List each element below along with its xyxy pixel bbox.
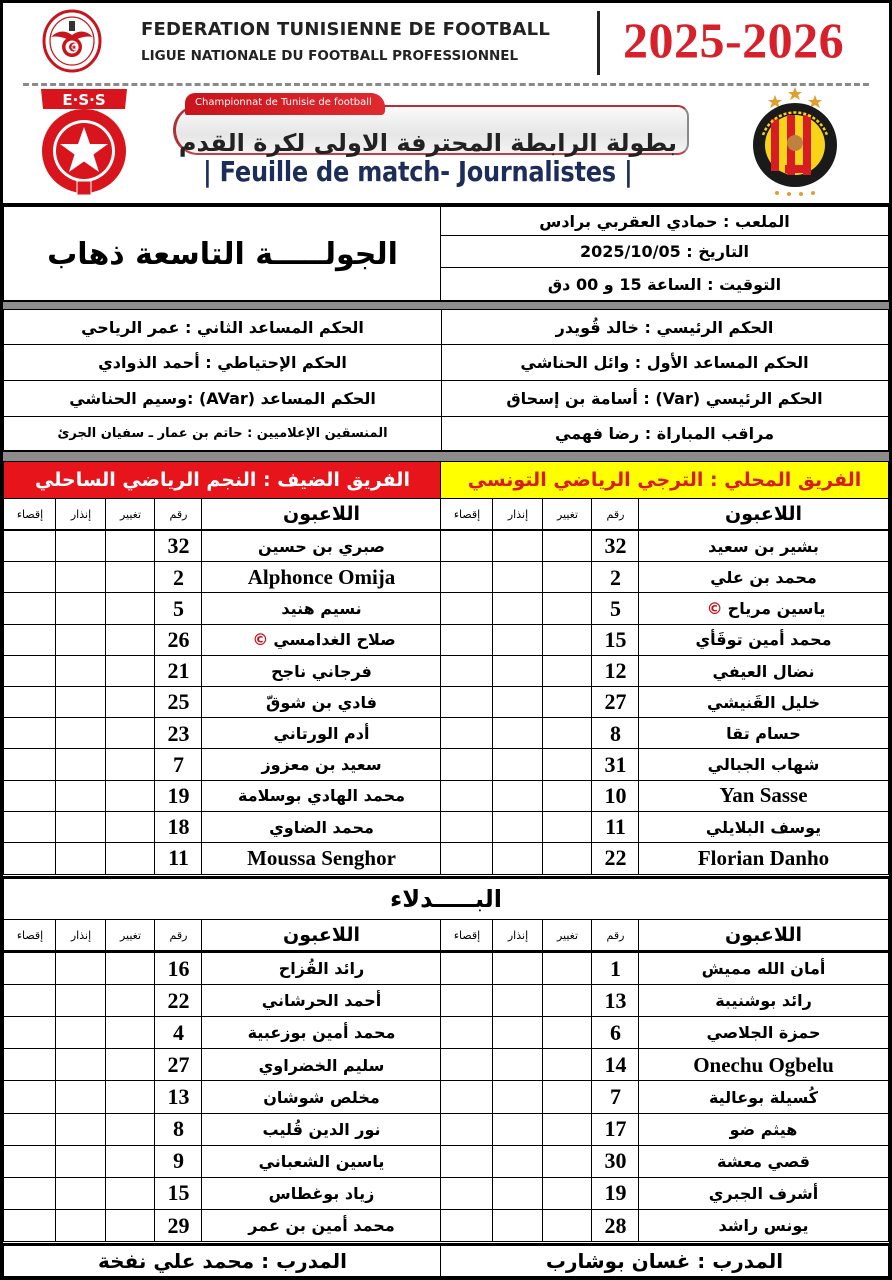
player-warning-cell xyxy=(55,655,107,688)
home-coach: المدرب : غسان بوشارب xyxy=(440,1243,889,1277)
official-left: الحكم المساعد الثاني : عمر الرياحي xyxy=(3,309,442,345)
player-number: 7 xyxy=(154,748,203,781)
player-name: محمد الضاوي xyxy=(269,817,374,837)
sheet-title: | Feuille de match- Journalistes | xyxy=(203,155,633,188)
player-warning-cell xyxy=(492,655,544,688)
player-expulsion-cell xyxy=(440,842,494,875)
player-row xyxy=(201,952,442,986)
column-header-number: رقم xyxy=(154,919,203,953)
player-substitution-cell xyxy=(542,655,593,688)
player-row xyxy=(201,748,442,781)
player-name: Yan Sasse xyxy=(719,783,808,808)
player-row xyxy=(638,624,889,657)
player-warning-cell xyxy=(492,1145,544,1179)
player-expulsion-cell xyxy=(3,1177,57,1211)
player-row xyxy=(638,1048,889,1082)
column-header-warning: إنذار xyxy=(492,498,544,532)
official-right: الحكم الرئيسي (Var) : أسامة بن إسحاق xyxy=(440,380,889,417)
player-warning-cell xyxy=(55,1209,107,1243)
player-number: 32 xyxy=(154,530,203,563)
player-expulsion-cell xyxy=(3,1080,57,1114)
player-number: 18 xyxy=(154,811,203,844)
player-expulsion-cell xyxy=(3,748,57,781)
column-header-substitution: تغيير xyxy=(542,498,593,532)
player-substitution-cell xyxy=(105,624,156,657)
player-expulsion-cell xyxy=(3,1016,57,1050)
player-expulsion-cell xyxy=(440,561,494,594)
player-substitution-cell xyxy=(105,1145,156,1179)
home-team-header: الفريق المحلي : الترجي الرياضي التونسي xyxy=(440,461,889,499)
player-expulsion-cell xyxy=(440,984,494,1018)
column-header-players: اللاعبون xyxy=(638,919,889,953)
player-row xyxy=(638,952,889,986)
player-warning-cell xyxy=(55,686,107,719)
player-substitution-cell xyxy=(542,1080,593,1114)
player-number: 2 xyxy=(591,561,640,594)
player-warning-cell xyxy=(492,624,544,657)
player-warning-cell xyxy=(55,842,107,875)
player-substitution-cell xyxy=(542,952,593,986)
player-expulsion-cell xyxy=(3,1048,57,1082)
player-number: 8 xyxy=(591,717,640,750)
player-expulsion-cell xyxy=(440,1209,494,1243)
player-warning-cell xyxy=(492,780,544,813)
player-expulsion-cell xyxy=(440,624,494,657)
player-row xyxy=(201,811,442,844)
player-substitution-cell xyxy=(542,1048,593,1082)
round-title: الجولـــــة التاسعة ذهاب xyxy=(3,206,442,302)
player-expulsion-cell xyxy=(440,1177,494,1211)
player-row xyxy=(201,530,442,563)
player-number: 5 xyxy=(154,592,203,625)
player-substitution-cell xyxy=(105,1177,156,1211)
player-number: 27 xyxy=(591,686,640,719)
column-header-substitution: تغيير xyxy=(105,498,156,532)
player-expulsion-cell xyxy=(440,811,494,844)
player-warning-cell xyxy=(492,842,544,875)
player-substitution-cell xyxy=(105,1080,156,1114)
column-header-expulsion: إقصاء xyxy=(3,919,57,953)
player-number: 15 xyxy=(591,624,640,657)
player-substitution-cell xyxy=(542,530,593,563)
column-header-expulsion: إقصاء xyxy=(440,919,494,953)
championship-banner xyxy=(173,91,693,161)
player-warning-cell xyxy=(55,952,107,986)
player-name: ياسين الشعباني xyxy=(258,1151,385,1171)
player-expulsion-cell xyxy=(3,624,57,657)
player-expulsion-cell xyxy=(440,952,494,986)
stadium: الملعب : حمادي العقربي برادس xyxy=(440,206,889,236)
player-substitution-cell xyxy=(542,1177,593,1211)
player-name: محمد أمين بن عمر xyxy=(248,1216,395,1236)
player-row xyxy=(638,748,889,781)
player-row xyxy=(638,561,889,594)
player-expulsion-cell xyxy=(440,592,494,625)
player-row xyxy=(201,624,442,657)
player-substitution-cell xyxy=(542,1113,593,1147)
player-number: 10 xyxy=(591,780,640,813)
player-substitution-cell xyxy=(105,717,156,750)
player-expulsion-cell xyxy=(440,1016,494,1050)
player-substitution-cell xyxy=(542,780,593,813)
player-row xyxy=(638,1209,889,1243)
player-substitution-cell xyxy=(542,561,593,594)
player-warning-cell xyxy=(492,1016,544,1050)
player-warning-cell xyxy=(55,530,107,563)
player-name: نضال العيفي xyxy=(712,661,815,681)
column-header-number: رقم xyxy=(591,498,640,532)
player-number: 12 xyxy=(591,655,640,688)
player-name: صلاح الغدامسي xyxy=(273,630,396,650)
player-warning-cell xyxy=(55,592,107,625)
player-name: أشرف الجبري xyxy=(708,1183,819,1203)
player-name: رائد القُزاح xyxy=(278,959,365,979)
player-number: 1 xyxy=(591,952,640,986)
player-row xyxy=(638,592,889,625)
player-name: رائد بوشنيبة xyxy=(715,991,812,1011)
away-coach: المدرب : محمد علي نفخة xyxy=(3,1243,442,1277)
player-expulsion-cell xyxy=(3,1145,57,1179)
player-number: 29 xyxy=(154,1209,203,1243)
dashed-separator xyxy=(23,83,869,86)
player-warning-cell xyxy=(492,561,544,594)
player-name: كُسيلة بوعالية xyxy=(708,1087,819,1107)
column-header-players: اللاعبون xyxy=(638,498,889,532)
player-warning-cell xyxy=(55,984,107,1018)
player-number: 19 xyxy=(591,1177,640,1211)
player-substitution-cell xyxy=(105,561,156,594)
player-warning-cell xyxy=(492,530,544,563)
player-name: فرجاني ناجح xyxy=(271,661,372,681)
player-substitution-cell xyxy=(542,624,593,657)
player-expulsion-cell xyxy=(3,530,57,563)
player-substitution-cell xyxy=(542,811,593,844)
column-header-warning: إنذار xyxy=(55,498,107,532)
player-warning-cell xyxy=(55,1080,107,1114)
player-row xyxy=(638,780,889,813)
substitutes-title: البـــــدلاء xyxy=(3,876,889,920)
player-warning-cell xyxy=(492,984,544,1018)
player-substitution-cell xyxy=(105,952,156,986)
player-substitution-cell xyxy=(542,592,593,625)
header xyxy=(3,3,889,203)
player-name: مخلص شوشان xyxy=(263,1087,380,1107)
player-number: 11 xyxy=(154,842,203,875)
ess-logo-text: E·S·S xyxy=(62,91,106,109)
column-header-number: رقم xyxy=(591,919,640,953)
player-name: سليم الخضراوي xyxy=(258,1055,385,1075)
player-name: سعيد بن معزوز xyxy=(261,755,382,775)
player-row xyxy=(201,655,442,688)
player-expulsion-cell xyxy=(440,1113,494,1147)
player-expulsion-cell xyxy=(440,780,494,813)
player-row xyxy=(638,1177,889,1211)
federation-name: FEDERATION TUNISIENNE DE FOOTBALL xyxy=(141,19,551,40)
player-substitution-cell xyxy=(105,1209,156,1243)
player-substitution-cell xyxy=(542,1016,593,1050)
player-expulsion-cell xyxy=(3,592,57,625)
player-name: هيثم ضو xyxy=(729,1119,798,1139)
player-row xyxy=(638,811,889,844)
player-substitution-cell xyxy=(105,686,156,719)
player-row xyxy=(201,1048,442,1082)
player-substitution-cell xyxy=(105,748,156,781)
player-warning-cell xyxy=(492,1209,544,1243)
official-right: مراقب المباراة : رضا فهمي xyxy=(440,416,889,451)
player-row xyxy=(201,984,442,1018)
player-number: 31 xyxy=(591,748,640,781)
player-name: نور الدين قُليب xyxy=(262,1119,381,1139)
player-name: زياد بوغطاس xyxy=(268,1183,375,1203)
player-warning-cell xyxy=(492,717,544,750)
player-warning-cell xyxy=(492,811,544,844)
away-team-header: الفريق الضيف : النجم الرياضي الساحلي xyxy=(3,461,442,499)
player-number: 4 xyxy=(154,1016,203,1050)
column-header-substitution: تغيير xyxy=(542,919,593,953)
player-name: شهاب الجبالي xyxy=(707,755,820,775)
player-substitution-cell xyxy=(105,811,156,844)
player-expulsion-cell xyxy=(440,748,494,781)
player-row xyxy=(638,984,889,1018)
column-header-warning: إنذار xyxy=(55,919,107,953)
player-expulsion-cell xyxy=(3,780,57,813)
official-right: الحكم المساعد الأول : وائل الحناشي xyxy=(440,344,889,381)
player-warning-cell xyxy=(492,952,544,986)
player-expulsion-cell xyxy=(440,717,494,750)
player-row xyxy=(201,592,442,625)
player-number: 26 xyxy=(154,624,203,657)
player-name: Onechu Ogbelu xyxy=(693,1052,834,1077)
player-expulsion-cell xyxy=(3,952,57,986)
player-name: بشير بن سعيد xyxy=(708,536,819,556)
player-substitution-cell xyxy=(105,655,156,688)
player-row xyxy=(201,717,442,750)
player-expulsion-cell xyxy=(3,811,57,844)
player-expulsion-cell xyxy=(3,655,57,688)
player-number: 30 xyxy=(591,1145,640,1179)
player-name: محمد الهادي بوسلامة xyxy=(238,786,406,806)
player-number: 32 xyxy=(591,530,640,563)
player-warning-cell xyxy=(55,1177,107,1211)
column-header-players: اللاعبون xyxy=(201,498,442,532)
player-warning-cell xyxy=(492,1080,544,1114)
player-row xyxy=(201,1209,442,1243)
player-substitution-cell xyxy=(542,1145,593,1179)
player-name: فادي بن شوقّ xyxy=(266,692,377,712)
player-number: 7 xyxy=(591,1080,640,1114)
player-expulsion-cell xyxy=(3,686,57,719)
player-row xyxy=(201,1080,442,1114)
player-name: خليل القَنيشي xyxy=(707,692,820,712)
player-expulsion-cell xyxy=(3,842,57,875)
player-warning-cell xyxy=(55,1145,107,1179)
player-row xyxy=(638,686,889,719)
player-name: أحمد الحرشاني xyxy=(261,991,382,1011)
player-row xyxy=(201,561,442,594)
player-number: 15 xyxy=(154,1177,203,1211)
column-header-expulsion: إقصاء xyxy=(3,498,57,532)
player-number: 13 xyxy=(154,1080,203,1114)
column-header-expulsion: إقصاء xyxy=(440,498,494,532)
player-warning-cell xyxy=(55,811,107,844)
player-warning-cell xyxy=(492,1113,544,1147)
player-row xyxy=(201,686,442,719)
player-name: Alphonce Omija xyxy=(247,565,396,590)
player-warning-cell xyxy=(55,1016,107,1050)
player-substitution-cell xyxy=(542,984,593,1018)
player-number: 8 xyxy=(154,1113,203,1147)
kickoff-time: التوقيت : الساعة 15 و 00 دق xyxy=(440,267,889,302)
player-number: 11 xyxy=(591,811,640,844)
player-row xyxy=(638,1080,889,1114)
player-substitution-cell xyxy=(542,686,593,719)
header-divider xyxy=(597,11,600,75)
player-name: قصي معشة xyxy=(717,1151,810,1171)
player-number: 25 xyxy=(154,686,203,719)
player-substitution-cell xyxy=(105,984,156,1018)
player-row xyxy=(638,842,889,875)
player-row xyxy=(201,842,442,875)
player-warning-cell xyxy=(492,1177,544,1211)
player-substitution-cell xyxy=(542,1209,593,1243)
player-number: 23 xyxy=(154,717,203,750)
player-number: 28 xyxy=(591,1209,640,1243)
season-label: 2025-2026 xyxy=(623,12,845,68)
player-number: 6 xyxy=(591,1016,640,1050)
player-number: 14 xyxy=(591,1048,640,1082)
player-name: محمد أمين توقَأي xyxy=(695,630,832,650)
player-name: ياسين مرياح xyxy=(727,599,826,619)
player-expulsion-cell xyxy=(440,1145,494,1179)
player-substitution-cell xyxy=(105,1113,156,1147)
player-name: أدم الورتاني xyxy=(273,724,370,744)
official-left: الحكم الإحتياطي : أحمد الذوادي xyxy=(3,344,442,381)
player-name: يونس راشد xyxy=(718,1216,809,1236)
player-name: صبري بن حسين xyxy=(258,536,385,556)
league-name: LIGUE NATIONALE DU FOOTBALL PROFESSIONNEL xyxy=(141,48,519,64)
player-name: محمد أمين بوزعبية xyxy=(247,1023,396,1043)
column-header-substitution: تغيير xyxy=(105,919,156,953)
player-row xyxy=(638,655,889,688)
player-expulsion-cell xyxy=(440,1080,494,1114)
player-number: 13 xyxy=(591,984,640,1018)
player-expulsion-cell xyxy=(3,1209,57,1243)
player-row xyxy=(201,1145,442,1179)
player-substitution-cell xyxy=(105,842,156,875)
column-header-number: رقم xyxy=(154,498,203,532)
player-warning-cell xyxy=(492,686,544,719)
player-substitution-cell xyxy=(105,592,156,625)
player-name: Florian Danho xyxy=(697,845,830,870)
player-substitution-cell xyxy=(105,780,156,813)
player-expulsion-cell xyxy=(440,1048,494,1082)
player-row xyxy=(201,1177,442,1211)
player-warning-cell xyxy=(492,1048,544,1082)
player-number: 2 xyxy=(154,561,203,594)
official-left: المنسقين الإعلاميين : حاتم بن عمار ـ سفيان الجرئ xyxy=(3,416,442,451)
est-logo-icon xyxy=(745,83,845,199)
column-header-players: اللاعبون xyxy=(201,919,442,953)
championship-subtitle: Championnat de Tunisie de football xyxy=(185,93,385,115)
player-warning-cell xyxy=(55,561,107,594)
player-expulsion-cell xyxy=(3,984,57,1018)
player-row xyxy=(201,1113,442,1147)
player-number: 5 xyxy=(591,592,640,625)
player-warning-cell xyxy=(55,1048,107,1082)
player-number: 22 xyxy=(154,984,203,1018)
captain-icon: © xyxy=(252,630,269,650)
player-warning-cell xyxy=(55,717,107,750)
player-number: 22 xyxy=(591,842,640,875)
player-row xyxy=(201,1016,442,1050)
player-expulsion-cell xyxy=(440,686,494,719)
player-row xyxy=(201,780,442,813)
player-warning-cell xyxy=(55,624,107,657)
player-substitution-cell xyxy=(542,748,593,781)
player-warning-cell xyxy=(492,748,544,781)
player-substitution-cell xyxy=(542,842,593,875)
player-number: 21 xyxy=(154,655,203,688)
player-substitution-cell xyxy=(542,717,593,750)
player-warning-cell xyxy=(55,748,107,781)
player-number: 16 xyxy=(154,952,203,986)
player-name: حسام تقا xyxy=(726,724,801,744)
player-expulsion-cell xyxy=(3,717,57,750)
player-name: Moussa Senghor xyxy=(247,845,396,870)
player-row xyxy=(638,717,889,750)
match-date: التاريخ : 2025/10/05 xyxy=(440,235,889,268)
player-expulsion-cell xyxy=(3,1113,57,1147)
column-header-warning: إنذار xyxy=(492,919,544,953)
player-name: أمان الله مميش xyxy=(701,959,826,979)
player-warning-cell xyxy=(55,1113,107,1147)
player-name: محمد بن علي xyxy=(710,568,817,588)
captain-icon: © xyxy=(706,599,723,619)
player-number: 17 xyxy=(591,1113,640,1147)
player-row xyxy=(638,530,889,563)
player-expulsion-cell xyxy=(3,561,57,594)
player-substitution-cell xyxy=(105,1016,156,1050)
player-name: يوسف البلايلي xyxy=(705,817,822,837)
player-expulsion-cell xyxy=(440,655,494,688)
player-number: 9 xyxy=(154,1145,203,1179)
player-substitution-cell xyxy=(105,1048,156,1082)
player-warning-cell xyxy=(492,592,544,625)
ftf-logo-icon xyxy=(41,9,103,73)
player-substitution-cell xyxy=(105,530,156,563)
official-right: الحكم الرئيسي : خالد قُويدر xyxy=(440,309,889,345)
player-expulsion-cell xyxy=(440,530,494,563)
match-sheet xyxy=(3,3,889,1277)
player-name: حمزة الجلاصي xyxy=(706,1023,821,1043)
official-left: الحكم المساعد (AVar) :وسيم الحناشي xyxy=(3,380,442,417)
player-row xyxy=(638,1016,889,1050)
player-row xyxy=(638,1113,889,1147)
ess-logo-icon xyxy=(33,85,135,197)
player-warning-cell xyxy=(55,780,107,813)
player-number: 19 xyxy=(154,780,203,813)
player-number: 27 xyxy=(154,1048,203,1082)
player-row xyxy=(638,1145,889,1179)
player-name: نسيم هنيد xyxy=(281,599,362,619)
championship-title: بطولة الرابطة المحترفة الاولى لكرة القدم xyxy=(178,129,677,157)
